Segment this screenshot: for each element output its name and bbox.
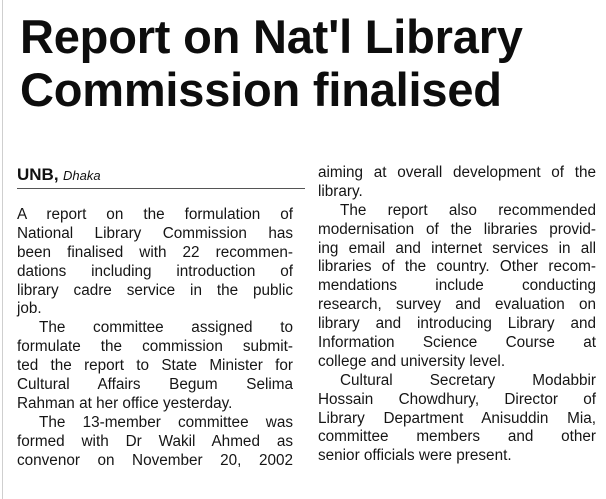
headline-line: Commission finalised — [20, 63, 502, 116]
article-line: ing email and internet services in all — [318, 239, 596, 257]
article-line: ted the report to State Minister for — [17, 357, 293, 375]
article-line: Cultural Affairs Begum Selima — [17, 376, 293, 394]
article-line: The report also recommended — [340, 201, 596, 219]
article-line: A report on the formulation of — [17, 206, 293, 223]
article-line: modernisation of the libraries provid- — [318, 220, 596, 238]
article-line: The committee assigned to — [39, 319, 293, 337]
article-line: National Library Commission has — [17, 224, 293, 242]
article-line: job. — [17, 300, 42, 318]
article-line: research, survey and evaluation on — [318, 296, 596, 314]
article-line: committee members and other — [318, 428, 596, 446]
article-line: Hossain Chowdhury, Director of — [318, 390, 596, 408]
article-line: Cultural Secretary Modabbir — [340, 371, 596, 389]
article-line: aiming at overall development of the — [318, 164, 596, 181]
article-line: senior officials were present. — [318, 447, 512, 465]
article-line: library cadre service in the public — [17, 281, 293, 299]
article-line: Rahman at her office yesterday. — [17, 394, 233, 412]
article-line: mendations include conducting — [318, 277, 596, 295]
article-line: dations including introduction of — [17, 262, 293, 280]
article-line: library. — [318, 182, 363, 200]
article-line: formulate the commission submit- — [17, 338, 293, 356]
column-rule — [2, 0, 3, 499]
article-line: convenor on November 20, 2002 — [17, 451, 293, 469]
article-line: formed with Dr Wakil Ahmed as — [17, 432, 293, 450]
article-line: Information Science Course at — [318, 334, 596, 352]
byline-city: Dhaka — [63, 168, 101, 183]
article-line: college and university level. — [318, 352, 506, 370]
headline-line: Report on Nat'l Library — [20, 10, 523, 63]
article-line: Library Department Anisuddin Mia, — [318, 409, 596, 427]
byline — [17, 164, 305, 189]
headline — [20, 10, 595, 116]
article-line: been finalised with 22 recommen- — [17, 243, 293, 261]
article-line: library and introducing Library and — [318, 315, 596, 333]
byline-agency: UNB, — [17, 165, 59, 184]
article-column-left — [17, 206, 293, 470]
article-line: libraries of the country. Other recom- — [318, 258, 596, 276]
article-line: The 13-member committee was — [39, 413, 293, 431]
article-column-right — [318, 164, 596, 466]
